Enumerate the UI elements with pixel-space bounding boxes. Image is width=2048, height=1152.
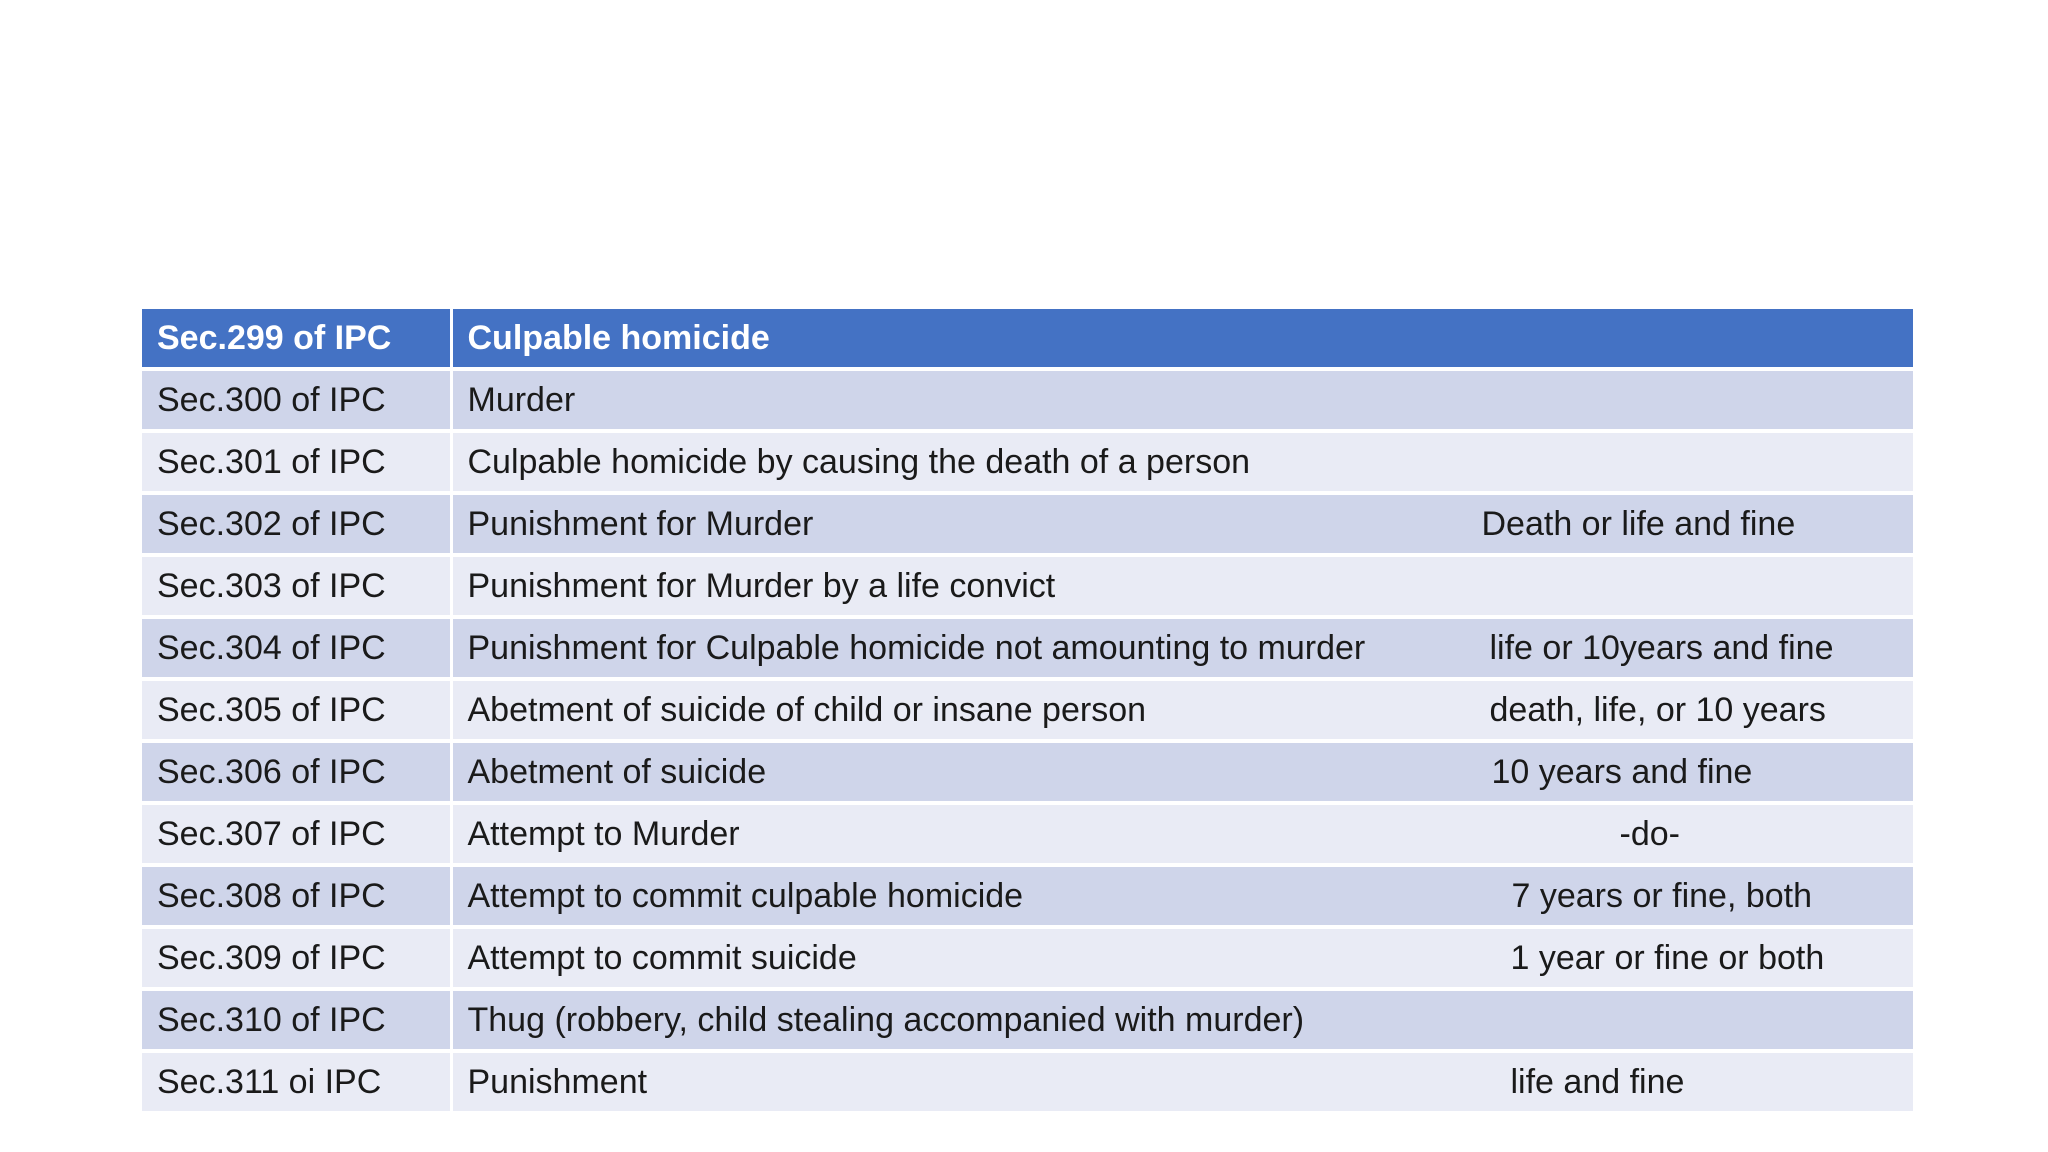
penalty-text: -do-: [1619, 815, 1680, 853]
penalty-text: 1 year or fine or both: [1510, 939, 1825, 977]
penalty-text: Death or life and fine: [1481, 505, 1796, 543]
table-row: [142, 679, 1913, 741]
section-cell: Sec.308 of IPC: [142, 865, 451, 927]
description-cell: [451, 1051, 1913, 1113]
table-row: [142, 989, 1913, 1051]
section-cell: Sec.311 oi IPC: [142, 1051, 451, 1113]
penalty-text: life and fine: [1510, 1063, 1685, 1101]
description-cell: [451, 555, 1913, 617]
section-cell: Sec.307 of IPC: [142, 803, 451, 865]
header-description-cell: [451, 309, 1913, 369]
section-cell: Sec.301 of IPC: [142, 431, 451, 493]
description-cell: [451, 679, 1913, 741]
description-text: Punishment: [467, 1063, 648, 1101]
description-text: Thug (robbery, child stealing accompanied with murder): [467, 1001, 1305, 1039]
section-cell: Sec.305 of IPC: [142, 679, 451, 741]
table-row: [142, 741, 1913, 803]
penalty-text: life or 10years and fine: [1489, 629, 1834, 667]
section-cell: Sec.300 of IPC: [142, 369, 451, 431]
description-cell: [451, 865, 1913, 927]
description-text: Attempt to commit suicide: [467, 939, 857, 977]
description-text: Culpable homicide by causing the death of a person: [467, 443, 1251, 481]
header-section-cell: Sec.299 of IPC: [142, 309, 451, 369]
penalty-text: 7 years or fine, both: [1511, 877, 1813, 915]
description-cell: [451, 989, 1913, 1051]
table-row: [142, 369, 1913, 431]
table-row: [142, 555, 1913, 617]
table-row: [142, 1051, 1913, 1113]
description-text: Attempt to Murder: [467, 815, 740, 853]
description-cell: [451, 617, 1913, 679]
description-cell: [451, 369, 1913, 431]
table-row: [142, 431, 1913, 493]
description-text: Punishment for Murder by a life convict: [467, 567, 1056, 605]
section-cell: Sec.302 of IPC: [142, 493, 451, 555]
section-cell: Sec.303 of IPC: [142, 555, 451, 617]
section-cell: Sec.310 of IPC: [142, 989, 451, 1051]
description-text: Abetment of suicide of child or insane person: [467, 691, 1147, 729]
description-text: Abetment of suicide: [467, 753, 767, 791]
section-cell: Sec.309 of IPC: [142, 927, 451, 989]
description-text: Punishment for Culpable homicide not amounting to murder: [467, 629, 1366, 667]
header-description-text: Culpable homicide: [467, 319, 770, 357]
description-cell: [451, 493, 1913, 555]
section-cell: Sec.306 of IPC: [142, 741, 451, 803]
description-text: Attempt to commit culpable homicide: [467, 877, 1024, 915]
table-row: [142, 927, 1913, 989]
description-cell: [451, 431, 1913, 493]
penalty-text: death, life, or 10 years: [1489, 691, 1826, 729]
penalty-text: 10 years and fine: [1491, 753, 1753, 791]
table-header-row: [142, 309, 1913, 369]
description-cell: [451, 741, 1913, 803]
description-text: Punishment for Murder: [467, 505, 814, 543]
table-row: [142, 865, 1913, 927]
description-text: Murder: [467, 381, 576, 419]
table-row: [142, 617, 1913, 679]
description-cell: [451, 927, 1913, 989]
table-row: [142, 803, 1913, 865]
description-cell: [451, 803, 1913, 865]
table-row: [142, 493, 1913, 555]
ipc-sections-table: [142, 309, 1913, 1115]
section-cell: Sec.304 of IPC: [142, 617, 451, 679]
